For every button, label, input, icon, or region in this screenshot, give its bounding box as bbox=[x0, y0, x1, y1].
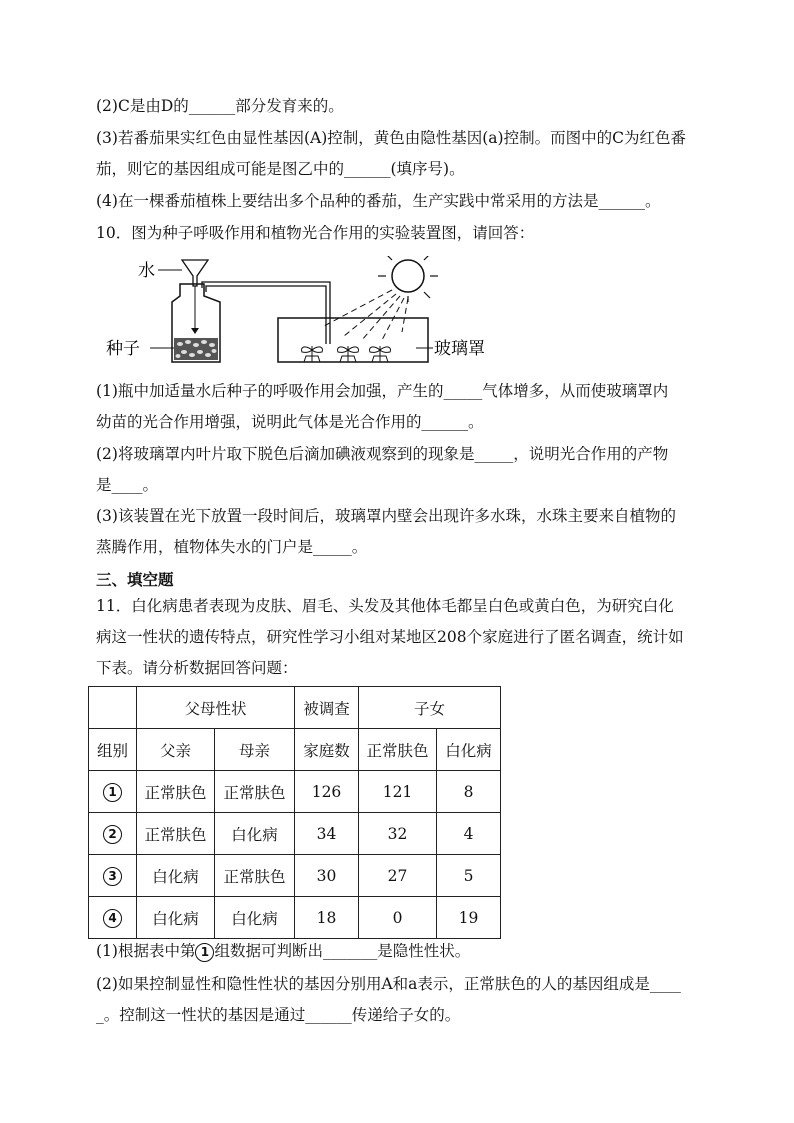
table-header-row bbox=[89, 687, 501, 729]
cell-father: 正常肤色 bbox=[137, 813, 215, 855]
label-glass-cover: 玻璃罩 bbox=[434, 339, 485, 359]
cell-normal: 27 bbox=[359, 855, 437, 897]
header-group: 组别 bbox=[89, 729, 137, 771]
cell-families: 30 bbox=[295, 855, 359, 897]
cell-father: 白化病 bbox=[137, 855, 215, 897]
label-water: 水 bbox=[138, 261, 155, 281]
glass-cover-icon bbox=[278, 318, 428, 362]
cell-families: 18 bbox=[295, 897, 359, 939]
cell-mother: 白化病 bbox=[215, 897, 295, 939]
table-row bbox=[89, 813, 501, 855]
table-row bbox=[89, 897, 501, 939]
q11-part2-line2: _。控制这一性状的基因是通过______传递给子女的。 bbox=[96, 1006, 461, 1024]
q11-part1 bbox=[96, 941, 470, 962]
q10-part3-line2: 蒸腾作用，植物体失水的门户是_____。 bbox=[96, 538, 368, 556]
section-title: 三、填空题 bbox=[96, 571, 174, 589]
cell-father: 白化病 bbox=[137, 897, 215, 939]
cell-normal: 0 bbox=[359, 897, 437, 939]
cell-father: 正常肤色 bbox=[137, 771, 215, 813]
cell-mother: 正常肤色 bbox=[215, 855, 295, 897]
seedlings-icon bbox=[301, 346, 390, 362]
survey-table bbox=[88, 686, 501, 939]
label-seed: 种子 bbox=[106, 339, 140, 359]
group-number-inline: 1 bbox=[195, 943, 214, 962]
header-father: 父亲 bbox=[137, 729, 215, 771]
q10-part3-line1: (3)该装置在光下放置一段时间后，玻璃罩内壁会出现许多水珠，水珠主要来自植物的 bbox=[96, 507, 676, 525]
cell-families: 126 bbox=[295, 771, 359, 813]
q11-stem-line2: 病这一性状的遗传特点，研究性学习小组对某地区208个家庭进行了匿名调查，统计如 bbox=[96, 628, 684, 646]
header-parents: 父母性状 bbox=[137, 687, 295, 729]
cell-normal: 121 bbox=[359, 771, 437, 813]
cell-albino: 4 bbox=[437, 813, 501, 855]
q11-part1-after: 组数据可判断出_______是隐性性状。 bbox=[214, 942, 471, 960]
group-number: 2 bbox=[103, 825, 122, 844]
group-number: 4 bbox=[103, 909, 122, 928]
seeds-icon bbox=[174, 338, 218, 360]
q11-stem-line1: 11．白化病患者表现为皮肤、眉毛、头发及其他体毛都呈白色或黄白色，为研究白化 bbox=[96, 597, 674, 615]
cell-albino: 19 bbox=[437, 897, 501, 939]
cell-albino: 5 bbox=[437, 855, 501, 897]
q10-part1-line2: 幼苗的光合作用增强，说明此气体是光合作用的______。 bbox=[96, 413, 484, 431]
q10-part2-line1: (2)将玻璃罩内叶片取下脱色后滴加碘液观察到的现象是_____，说明光合作用的产物 bbox=[96, 445, 669, 463]
q10-stem: 10．图为种子呼吸作用和植物光合作用的实验装置图，请回答： bbox=[96, 224, 535, 242]
header-empty bbox=[89, 687, 137, 729]
q10-part2-line2: 是____。 bbox=[96, 476, 159, 494]
cell-mother: 白化病 bbox=[215, 813, 295, 855]
q9-part3-line2: 茄，则它的基因组成可能是图乙中的______(填序号)。 bbox=[96, 160, 465, 178]
q11-stem-line3: 下表。请分析数据回答问题： bbox=[96, 659, 298, 677]
cell-mother: 正常肤色 bbox=[215, 771, 295, 813]
q9-part2: (2)C是由D的______部分发育来的。 bbox=[96, 97, 344, 115]
header-mother: 母亲 bbox=[215, 729, 295, 771]
connecting-tube bbox=[202, 282, 330, 344]
sun-icon bbox=[392, 260, 424, 292]
q11-part1-before: (1)根据表中第 bbox=[96, 942, 196, 960]
header-families: 家庭数 bbox=[295, 729, 359, 771]
q9-part4: (4)在一棵番茄植株上要结出多个品种的番茄，生产实践中常采用的方法是______。 bbox=[96, 192, 661, 210]
table-row bbox=[89, 855, 501, 897]
cell-normal: 32 bbox=[359, 813, 437, 855]
group-number: 3 bbox=[103, 867, 122, 886]
cell-albino: 8 bbox=[437, 771, 501, 813]
header-albino: 白化病 bbox=[437, 729, 501, 771]
header-children: 子女 bbox=[359, 687, 501, 729]
header-normal: 正常肤色 bbox=[359, 729, 437, 771]
light-rays bbox=[324, 290, 408, 340]
table-row bbox=[89, 771, 501, 813]
experiment-figure bbox=[100, 256, 510, 366]
q11-part2-line1: (2)如果控制显性和隐性性状的基因分别用A和a表示，正常肤色的人的基因组成是____ bbox=[96, 975, 681, 993]
group-number: 1 bbox=[103, 783, 122, 802]
q10-part1-line1: (1)瓶中加适量水后种子的呼吸作用会加强，产生的_____气体增多，从而使玻璃罩内 bbox=[96, 382, 669, 400]
cell-families: 34 bbox=[295, 813, 359, 855]
q9-part3-line1: (3)若番茄果实红色由显性基因(A)控制，黄色由隐性基因(a)控制。而图中的C为红色番 bbox=[96, 129, 686, 147]
table-subheader-row bbox=[89, 729, 501, 771]
header-surveyed: 被调查 bbox=[295, 687, 359, 729]
